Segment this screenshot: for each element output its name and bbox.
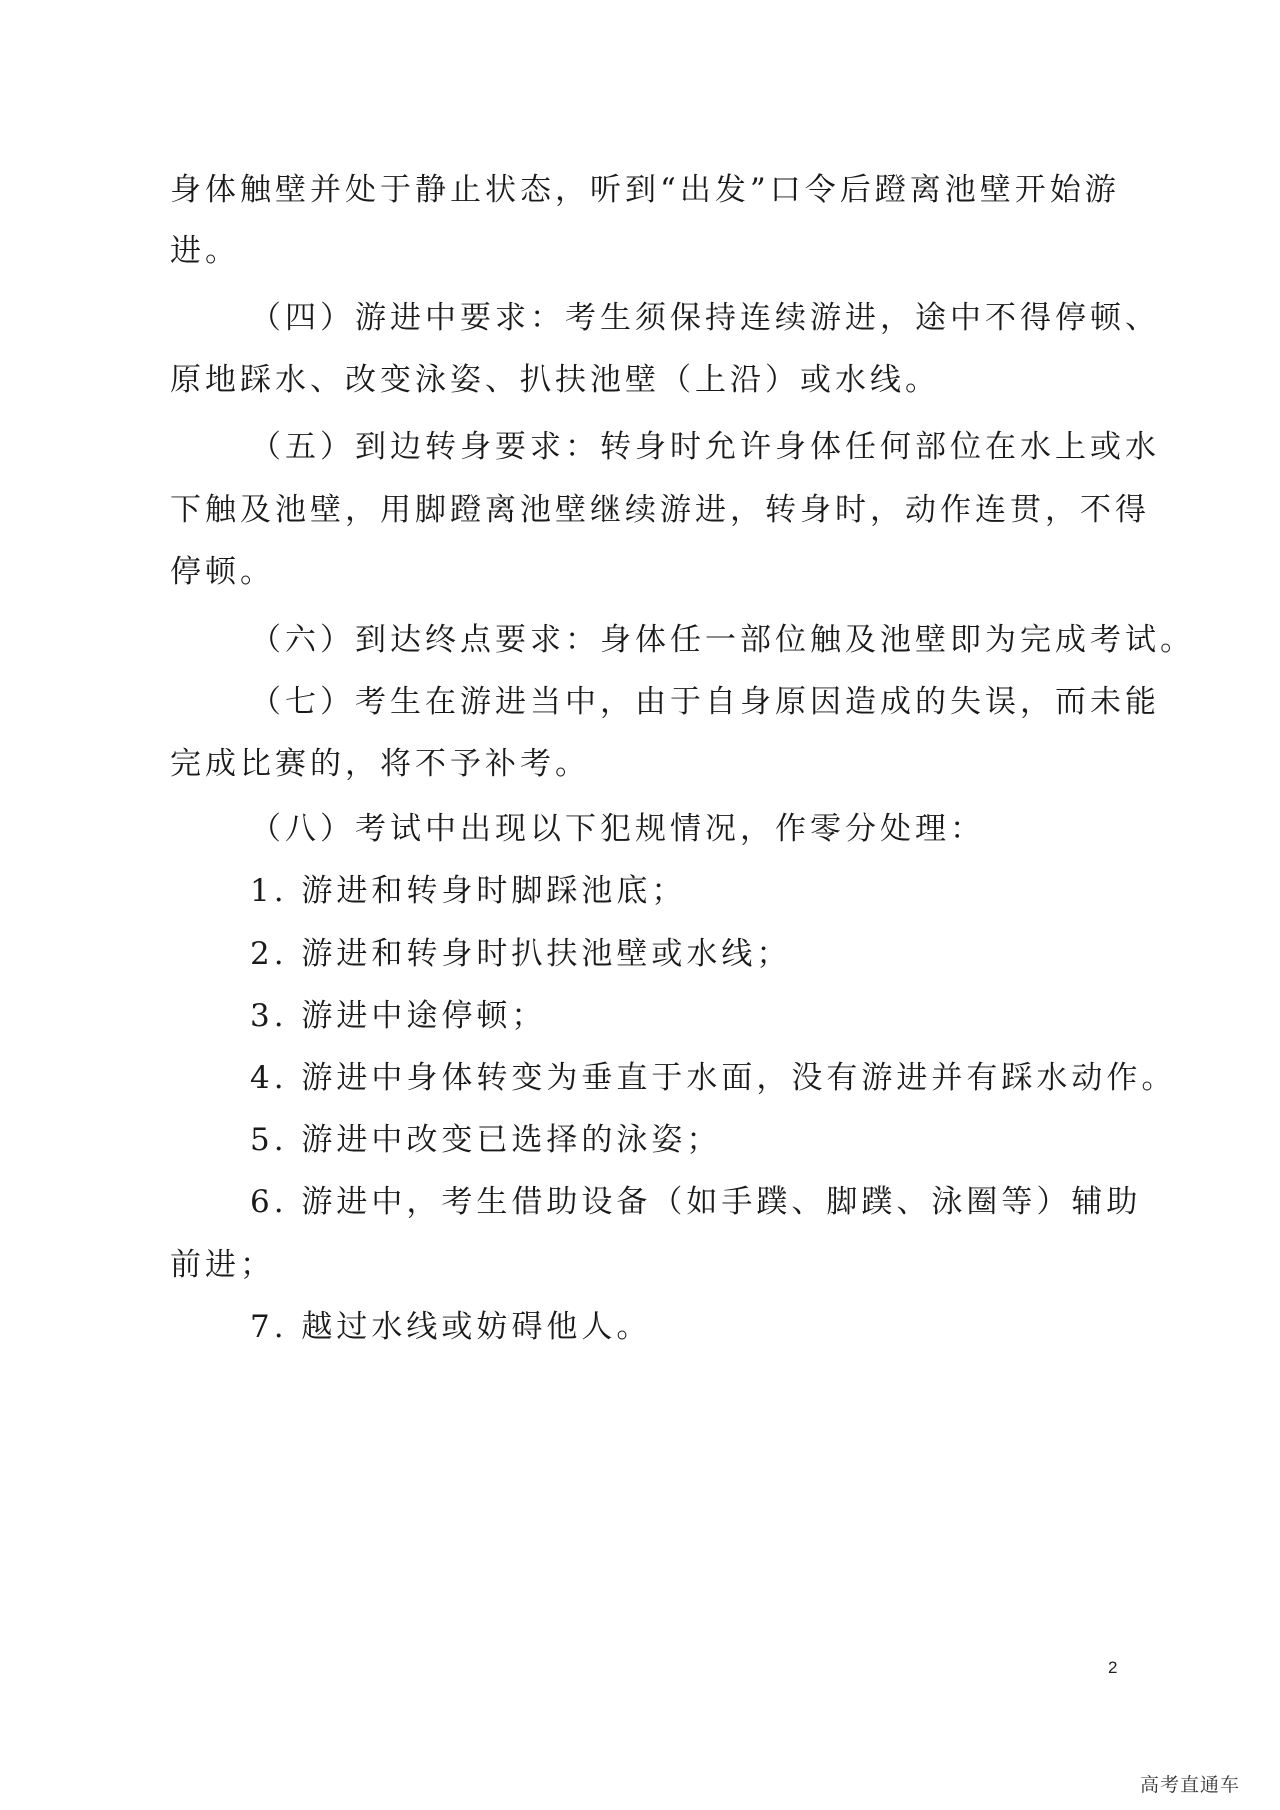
body-line: 完成比赛的，将不予补考。 [170,746,590,782]
watermark: 高考直通车 [1140,1774,1241,1796]
body-line: 进。 [170,233,240,269]
body-line: 下触及池壁，用脚蹬离池壁继续游进，转身时，动作连贯，不得 [170,492,1150,528]
section-six-text: （六）到达终点要求：身体任一部位触及池壁即为完成考试。 [250,622,1195,658]
list-item: 1. 游进和转身时脚踩池底； [250,873,687,909]
body-line: 前进； [170,1247,275,1283]
body-line: 原地踩水、改变泳姿、扒扶池壁（上沿）或水线。 [170,362,940,398]
section-four-text: （四）游进中要求：考生须保持连续游进，途中不得停顿、 [250,300,1160,336]
list-item: 3. 游进中途停顿； [250,998,547,1034]
list-item: 7. 越过水线或妨碍他人。 [250,1309,652,1345]
list-item: 6. 游进中，考生借助设备（如手蹼、脚蹼、泳圈等）辅助 [250,1184,1142,1220]
section-eight-text: （八）考试中出现以下犯规情况，作零分处理： [250,811,985,847]
section-seven-text: （七）考生在游进当中，由于自身原因造成的失误，而未能 [250,684,1160,720]
list-item: 4. 游进中身体转变为垂直于水面，没有游进并有踩水动作。 [250,1060,1177,1096]
page-number: 2 [1108,1658,1118,1677]
body-line: 身体触壁并处于静止状态，听到“出发”口令后蹬离池壁开始游 [170,172,1120,208]
list-item: 2. 游进和转身时扒扶池壁或水线； [250,936,792,972]
section-five-text: （五）到边转身要求：转身时允许身体任何部位在水上或水 [250,429,1160,465]
list-item: 5. 游进中改变已选择的泳姿； [250,1122,722,1158]
body-line: 停顿。 [170,554,275,590]
